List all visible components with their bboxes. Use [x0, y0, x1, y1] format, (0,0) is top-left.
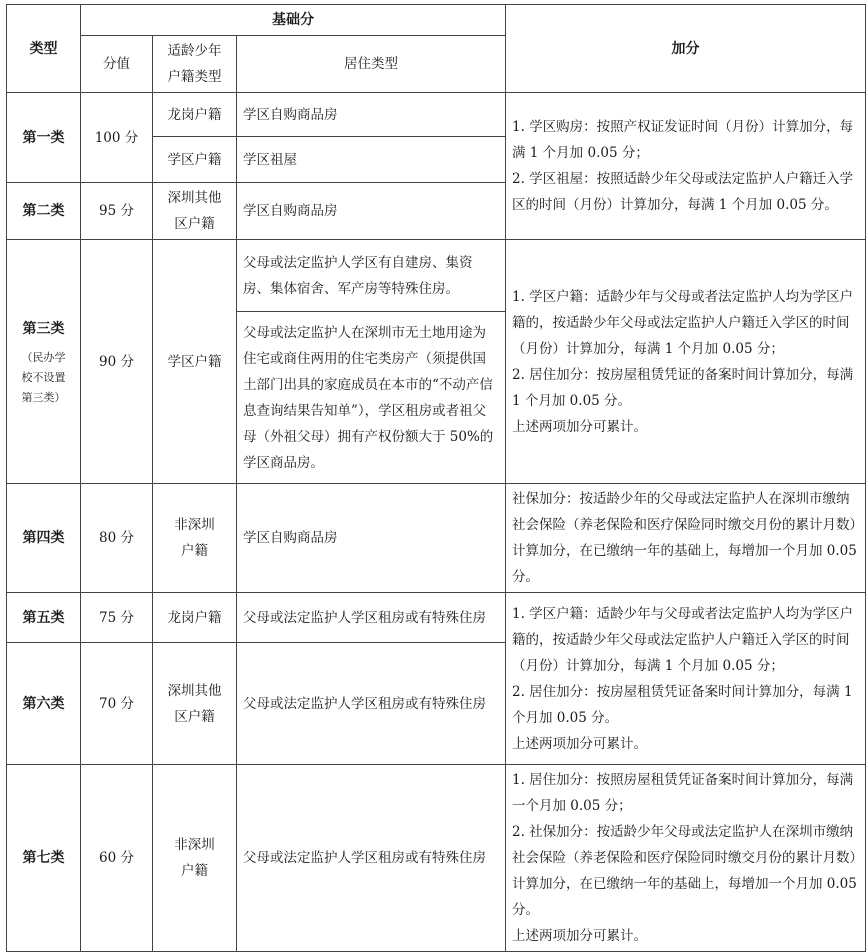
category-3-residence-a: 父母或法定监护人学区有自建房、集资房、集体宿舍、军产房等特殊住房。 [237, 240, 506, 312]
category-3-note: （民办学 校不设置 第三类） [21, 350, 66, 404]
category-6-hukou: 深圳其他 区户籍 [153, 643, 237, 765]
category-6-score: 70 分 [81, 643, 153, 765]
category-7-score: 60 分 [81, 765, 153, 952]
header-score: 分值 [81, 36, 153, 93]
category-1-residence-b: 学区祖屋 [237, 137, 506, 183]
category-3-hukou: 学区户籍 [153, 240, 237, 484]
category-1-hukou-b: 学区户籍 [153, 137, 237, 183]
category-7-hukou: 非深圳 户籍 [153, 765, 237, 952]
table-row-category-7 [7, 765, 866, 952]
category-4-hukou: 非深圳 户籍 [153, 484, 237, 593]
bonus-5-6-item-3: 上述两项加分可累计。 [512, 735, 648, 752]
category-5-label: 第五类 [7, 593, 81, 643]
bonus-category-4 [506, 484, 866, 593]
bonus-5-6-item-1: 1. 学区户籍：适龄少年与父母或者法定监护人均为学区户籍的，按适龄少年父母或法定监护人户籍迁入学区的时间（月份）计算加分，每满 1 个月加 0.05 分； [512, 605, 854, 674]
header-base-score: 基础分 [81, 5, 506, 36]
category-1-label: 第一类 [7, 93, 81, 183]
bonus-4-item-1: 社保加分：按适龄少年的父母或法定监护人在深圳市缴纳社会保险（养老保险和医疗保险同时缴交月份的累计月数）计算加分，在已缴纳一年的基础上，每增加一个月加 0.05 分。 [512, 491, 857, 585]
category-1-hukou-a: 龙岗户籍 [153, 93, 237, 137]
table-row-category-3a [7, 240, 866, 312]
bonus-5-6-item-2: 2. 居住加分：按房屋租赁凭证备案时间计算加分，每满 1 个月加 0.05 分。 [512, 683, 853, 726]
category-2-hukou: 深圳其他 区户籍 [153, 183, 237, 240]
bonus-categories-1-2 [506, 93, 866, 240]
scoring-table [6, 4, 866, 952]
bonus-7-item-3: 上述两项加分可累计。 [512, 928, 648, 944]
category-6-label: 第六类 [7, 643, 81, 765]
table-row-category-5 [7, 593, 866, 643]
category-4-residence: 学区自购商品房 [237, 484, 506, 593]
category-2-label: 第二类 [7, 183, 81, 240]
bonus-1-2-item-2: 2. 学区祖屋：按照适龄少年父母或法定监护人户籍迁入学区的时间（月份）计算加分，每满 1 个月加 0.05 分。 [512, 171, 854, 213]
category-7-label: 第七类 [7, 765, 81, 952]
bonus-category-7 [506, 765, 866, 952]
bonus-7-item-2: 2. 社保加分：按适龄少年父母或法定监护人在深圳市缴纳社会保险（养老保险和医疗保险同时缴交月份的累计月数）计算加分，在已缴纳一年的基础上，每增加一个月加 0.05 分。 [512, 824, 857, 918]
header-bonus: 加分 [506, 5, 866, 93]
category-3-label: 第三类 （民办学 校不设置 第三类） [7, 240, 81, 484]
header-residence-type: 居住类型 [237, 36, 506, 93]
category-5-residence: 父母或法定监护人学区租房或有特殊住房 [237, 593, 506, 643]
header-hukou-type: 适龄少年 户籍类型 [153, 36, 237, 93]
category-1-score: 100 分 [81, 93, 153, 183]
bonus-1-2-item-1: 1. 学区购房：按照产权证发证时间（月份）计算加分，每满 1 个月加 0.05 分； [512, 119, 854, 161]
category-4-score: 80 分 [81, 484, 153, 593]
category-5-hukou: 龙岗户籍 [153, 593, 237, 643]
category-7-residence: 父母或法定监护人学区租房或有特殊住房 [237, 765, 506, 952]
bonus-categories-5-6 [506, 593, 866, 765]
bonus-3-item-2: 2. 居住加分：按房屋租赁凭证的备案时间计算加分，每满 1 个月加 0.05 分。 [512, 366, 854, 409]
header-row-1 [7, 5, 866, 36]
category-3-residence-b: 父母或法定监护人在深圳市无土地用途为住宅或商住两用的住宅类房产（须提供国土部门出具的家庭成员在本市的“不动产信息查询结果告知单”），学区租房或者祖父母（外祖父母）拥有产权份额大于 50%的学区商品房。 [237, 312, 506, 484]
bonus-category-3 [506, 240, 866, 484]
bonus-3-item-3: 上述两项加分可累计。 [512, 418, 648, 435]
category-2-residence: 学区自购商品房 [237, 183, 506, 240]
category-6-residence: 父母或法定监护人学区租房或有特殊住房 [237, 643, 506, 765]
table-row-category-1a [7, 93, 866, 137]
category-1-residence-a: 学区自购商品房 [237, 93, 506, 137]
bonus-3-item-1: 1. 学区户籍：适龄少年与父母或者法定监护人均为学区户籍的，按适龄少年父母或法定监护人户籍迁入学区的时间（月份）计算加分，每满 1 个月加 0.05 分； [512, 288, 854, 357]
category-5-score: 75 分 [81, 593, 153, 643]
category-4-label: 第四类 [7, 484, 81, 593]
category-3-score: 90 分 [81, 240, 153, 484]
category-2-score: 95 分 [81, 183, 153, 240]
table-row-category-4 [7, 484, 866, 593]
bonus-7-item-1: 1. 居住加分：按照房屋租赁凭证备案时间计算加分，每满一个月加 0.05 分； [512, 772, 854, 814]
header-type: 类型 [7, 5, 81, 93]
